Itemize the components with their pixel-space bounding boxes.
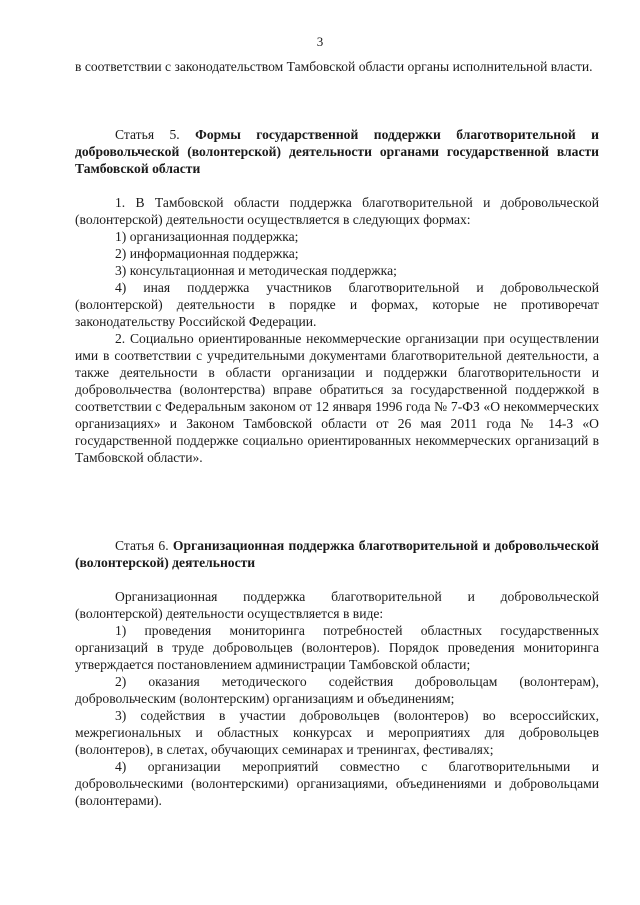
article-5-paragraph: 2. Социально ориентированные некоммерческие организации при осуществлении ими в соответствии с учредительными документами благотворительной деятельности, а также деятельности в области организации и поддержки благотворительности и добровольчества (волонтерства) вправе обратиться за государственной поддержкой в соответствии с Федеральным законом от 12 января 1996 года № 7-ФЗ «О некоммерческих организациях» и Законом Тамбовской области от 26 мая 2011 года № 14-З «О государственной поддержке социально ориентированных некоммерческих организаций в Тамбовской области».	[75, 331, 599, 465]
article-5-title: Формы государственной поддержки благотворительной и добровольческой (волонтерской) деятельности органами государственной власти Тамбовской области	[75, 127, 599, 176]
article-6-heading	[75, 537, 599, 571]
article-6-list-item: 4) организации мероприятий совместно с благотворительными и добровольческими (волонтерскими) организациями, объединениями и добровольцами (волонтерами).	[75, 759, 599, 808]
article-6-list-item: 1) проведения мониторинга потребностей областных государственных организаций в труде добровольцев (волонтеров). Порядок проведения мониторинга утверждается постановлением администрации Тамбовской области;	[75, 623, 599, 672]
article-5-list-item: 1) организационная поддержка;	[115, 229, 299, 244]
article-5-list-item: 3) консультационная и методическая поддержка;	[115, 263, 397, 278]
article-5-paragraph: 1. В Тамбовской области поддержка благотворительной и добровольческой (волонтерской) деятельности осуществляется в следующих формах:	[75, 195, 599, 227]
article-5-list-item: 4) иная поддержка участников благотворительной и добровольческой (волонтерской) деятельности в порядке и формах, которые не противоречат законодательству Российской Федерации.	[75, 280, 599, 329]
intro-paragraph: в соответствии с законодательством Тамбовской области органы исполнительной власти.	[75, 59, 593, 74]
article-6-title: Организационная поддержка благотворительной и добровольческой (волонтерской) деятельности	[75, 538, 599, 570]
article-5-list-item: 2) информационная поддержка;	[115, 246, 299, 261]
article-6-prefix: Статья 6.	[115, 538, 169, 553]
intro-block	[75, 58, 599, 75]
article-6-list-item: 3) содействия в участии добровольцев (волонтеров) во всероссийских, межрегиональных и областных конкурсах и мероприятиях для добровольцев (волонтеров), в слетах, обучающих семинарах и тренингах, фестивалях;	[75, 708, 599, 757]
article-6-list-item: 2) оказания методического содействия добровольцам (волонтерам), добровольческим (волонтерским) организациям и объединениям;	[75, 674, 599, 706]
article-5-prefix: Статья 5.	[115, 127, 180, 142]
page-number: 3	[316, 34, 324, 49]
article-5-heading	[75, 126, 599, 177]
article-5-body	[75, 194, 599, 466]
article-6-paragraph: Организационная поддержка благотворительной и добровольческой (волонтерской) деятельности осуществляется в виде:	[75, 589, 599, 621]
article-6-body	[75, 588, 599, 809]
